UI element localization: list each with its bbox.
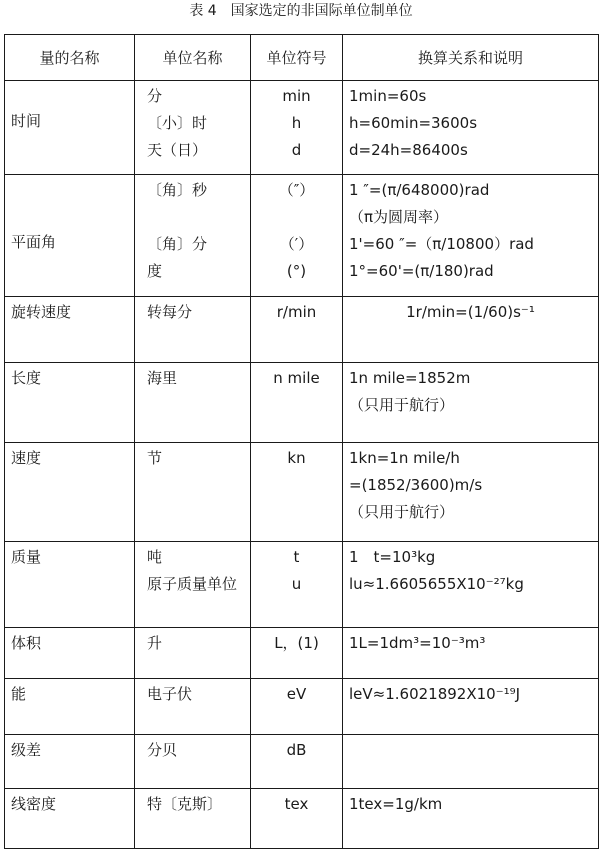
unit-symbol-cell xyxy=(251,81,343,175)
unit-symbol-cell xyxy=(251,628,343,679)
unit-name-cell xyxy=(135,81,251,175)
unit-name: 分贝 xyxy=(147,741,178,759)
table-row xyxy=(5,363,599,443)
table-caption: 表 4 国家选定的非国际单位制单位 xyxy=(189,3,413,19)
unit-symbol: u xyxy=(291,575,302,593)
unit-name: 〔小〕时 xyxy=(147,114,208,132)
relation-text: 1min=60s xyxy=(349,87,427,105)
header-relation: 换算关系和说明 xyxy=(343,35,599,81)
unit-symbol: min xyxy=(282,87,311,105)
unit-name: 转每分 xyxy=(147,303,193,321)
unit-symbol: tex xyxy=(284,795,309,813)
quantity-cell xyxy=(5,735,135,789)
relation-text: leV≈1.6021892X10⁻¹⁹J xyxy=(349,685,521,703)
unit-name-cell xyxy=(135,443,251,542)
table-row xyxy=(5,81,599,175)
relation-cell xyxy=(343,735,599,789)
relation-cell xyxy=(343,628,599,679)
relation-text: 1L=1dm³=10⁻³m³ xyxy=(349,634,486,652)
unit-name: 原子质量单位 xyxy=(147,575,238,593)
quantity-cell xyxy=(5,679,135,735)
table-row xyxy=(5,735,599,789)
relation-cell xyxy=(343,297,599,363)
relation-cell xyxy=(343,175,599,297)
unit-name-cell xyxy=(135,542,251,628)
relation-cell xyxy=(343,679,599,735)
quantity-label: 质量 xyxy=(11,548,42,566)
quantity-label: 能 xyxy=(11,685,27,703)
unit-symbol-cell xyxy=(251,735,343,789)
relation-text: 1r/min=(1/60)s⁻¹ xyxy=(406,303,535,321)
relation-cell xyxy=(343,542,599,628)
unit-symbol xyxy=(257,204,336,231)
header-quantity: 量的名称 xyxy=(5,35,135,81)
table-row xyxy=(5,542,599,628)
header-unit-name: 单位名称 xyxy=(135,35,251,81)
quantity-label: 速度 xyxy=(11,449,42,467)
unit-symbol-cell xyxy=(251,297,343,363)
unit-symbol-cell xyxy=(251,789,343,849)
relation-text: 1kn=1n mile/h xyxy=(349,449,460,467)
relation-cell xyxy=(343,81,599,175)
quantity-cell xyxy=(5,542,135,628)
relation-text: =(1852/3600)m/s xyxy=(349,476,483,494)
quantity-cell xyxy=(5,789,135,849)
relation-text: d=24h=86400s xyxy=(349,141,468,159)
relation-text: 1'=60 ″=（π/10800）rad xyxy=(349,235,534,253)
unit-symbol-cell xyxy=(251,443,343,542)
unit-symbol: t xyxy=(293,548,300,566)
unit-name-cell xyxy=(135,175,251,297)
unit-name-cell xyxy=(135,789,251,849)
units-table xyxy=(4,34,599,849)
table-row xyxy=(5,789,599,849)
unit-name: 节 xyxy=(147,449,163,467)
unit-symbol: d xyxy=(291,141,302,159)
quantity-cell xyxy=(5,628,135,679)
unit-symbol: (°) xyxy=(286,262,307,280)
unit-name: 海里 xyxy=(147,369,178,387)
quantity-label: 长度 xyxy=(11,369,42,387)
quantity-label: 时间 xyxy=(11,112,42,130)
unit-name-cell xyxy=(135,679,251,735)
unit-name: 度 xyxy=(147,262,163,280)
unit-name-cell xyxy=(135,628,251,679)
table-row xyxy=(5,628,599,679)
table-row xyxy=(5,175,599,297)
unit-name: 电子伏 xyxy=(147,685,193,703)
table-row xyxy=(5,679,599,735)
relation-text: h=60min=3600s xyxy=(349,114,478,132)
relation-text xyxy=(349,737,592,764)
relation-text: （只用于航行） xyxy=(349,396,455,414)
unit-name: 分 xyxy=(147,87,163,105)
quantity-cell xyxy=(5,443,135,542)
unit-symbol: （′） xyxy=(279,235,314,253)
unit-symbol: r/min xyxy=(276,303,317,321)
header-unit-symbol: 单位符号 xyxy=(251,35,343,81)
relation-text: 1°=60'=(π/180)rad xyxy=(349,262,494,280)
unit-symbol: eV xyxy=(286,685,307,703)
quantity-cell xyxy=(5,81,135,175)
quantity-label: 体积 xyxy=(11,634,42,652)
unit-symbol: L，(1) xyxy=(274,634,319,652)
unit-symbol-cell xyxy=(251,679,343,735)
quantity-cell xyxy=(5,175,135,297)
unit-name xyxy=(141,204,244,231)
relation-text: 1n mile=1852m xyxy=(349,369,471,387)
header-row xyxy=(5,35,599,81)
unit-symbol-cell xyxy=(251,363,343,443)
relation-cell xyxy=(343,363,599,443)
relation-text: 1 ″=(π/648000)rad xyxy=(349,181,490,199)
relation-cell xyxy=(343,789,599,849)
quantity-label: 线密度 xyxy=(11,795,57,813)
quantity-cell xyxy=(5,297,135,363)
relation-text: （π为圆周率） xyxy=(349,208,449,226)
relation-text: （只用于航行） xyxy=(349,503,455,521)
unit-name: 升 xyxy=(147,634,163,652)
unit-name: 〔角〕秒 xyxy=(147,181,208,199)
unit-symbol: h xyxy=(291,114,302,132)
unit-name: 吨 xyxy=(147,548,163,566)
unit-symbol: dB xyxy=(286,741,307,759)
quantity-label: 级差 xyxy=(11,741,42,759)
unit-name-cell xyxy=(135,735,251,789)
unit-symbol: （″） xyxy=(278,181,315,199)
relation-text: lu≈1.6605655X10⁻²⁷kg xyxy=(349,575,524,593)
unit-symbol: kn xyxy=(287,449,306,467)
table-row xyxy=(5,443,599,542)
table-row xyxy=(5,297,599,363)
unit-name-cell xyxy=(135,297,251,363)
relation-text: 1tex=1g/km xyxy=(349,795,443,813)
unit-name: 天（日） xyxy=(147,141,208,159)
unit-name: 〔角〕分 xyxy=(147,235,208,253)
unit-symbol-cell xyxy=(251,542,343,628)
unit-name-cell xyxy=(135,363,251,443)
relation-cell xyxy=(343,443,599,542)
quantity-label: 平面角 xyxy=(11,233,57,251)
quantity-label: 旋转速度 xyxy=(11,303,72,321)
quantity-cell xyxy=(5,363,135,443)
unit-name: 特〔克斯〕 xyxy=(147,795,223,813)
unit-symbol-cell xyxy=(251,175,343,297)
unit-symbol: n mile xyxy=(273,369,320,387)
relation-text: 1 t=10³kg xyxy=(349,548,436,566)
